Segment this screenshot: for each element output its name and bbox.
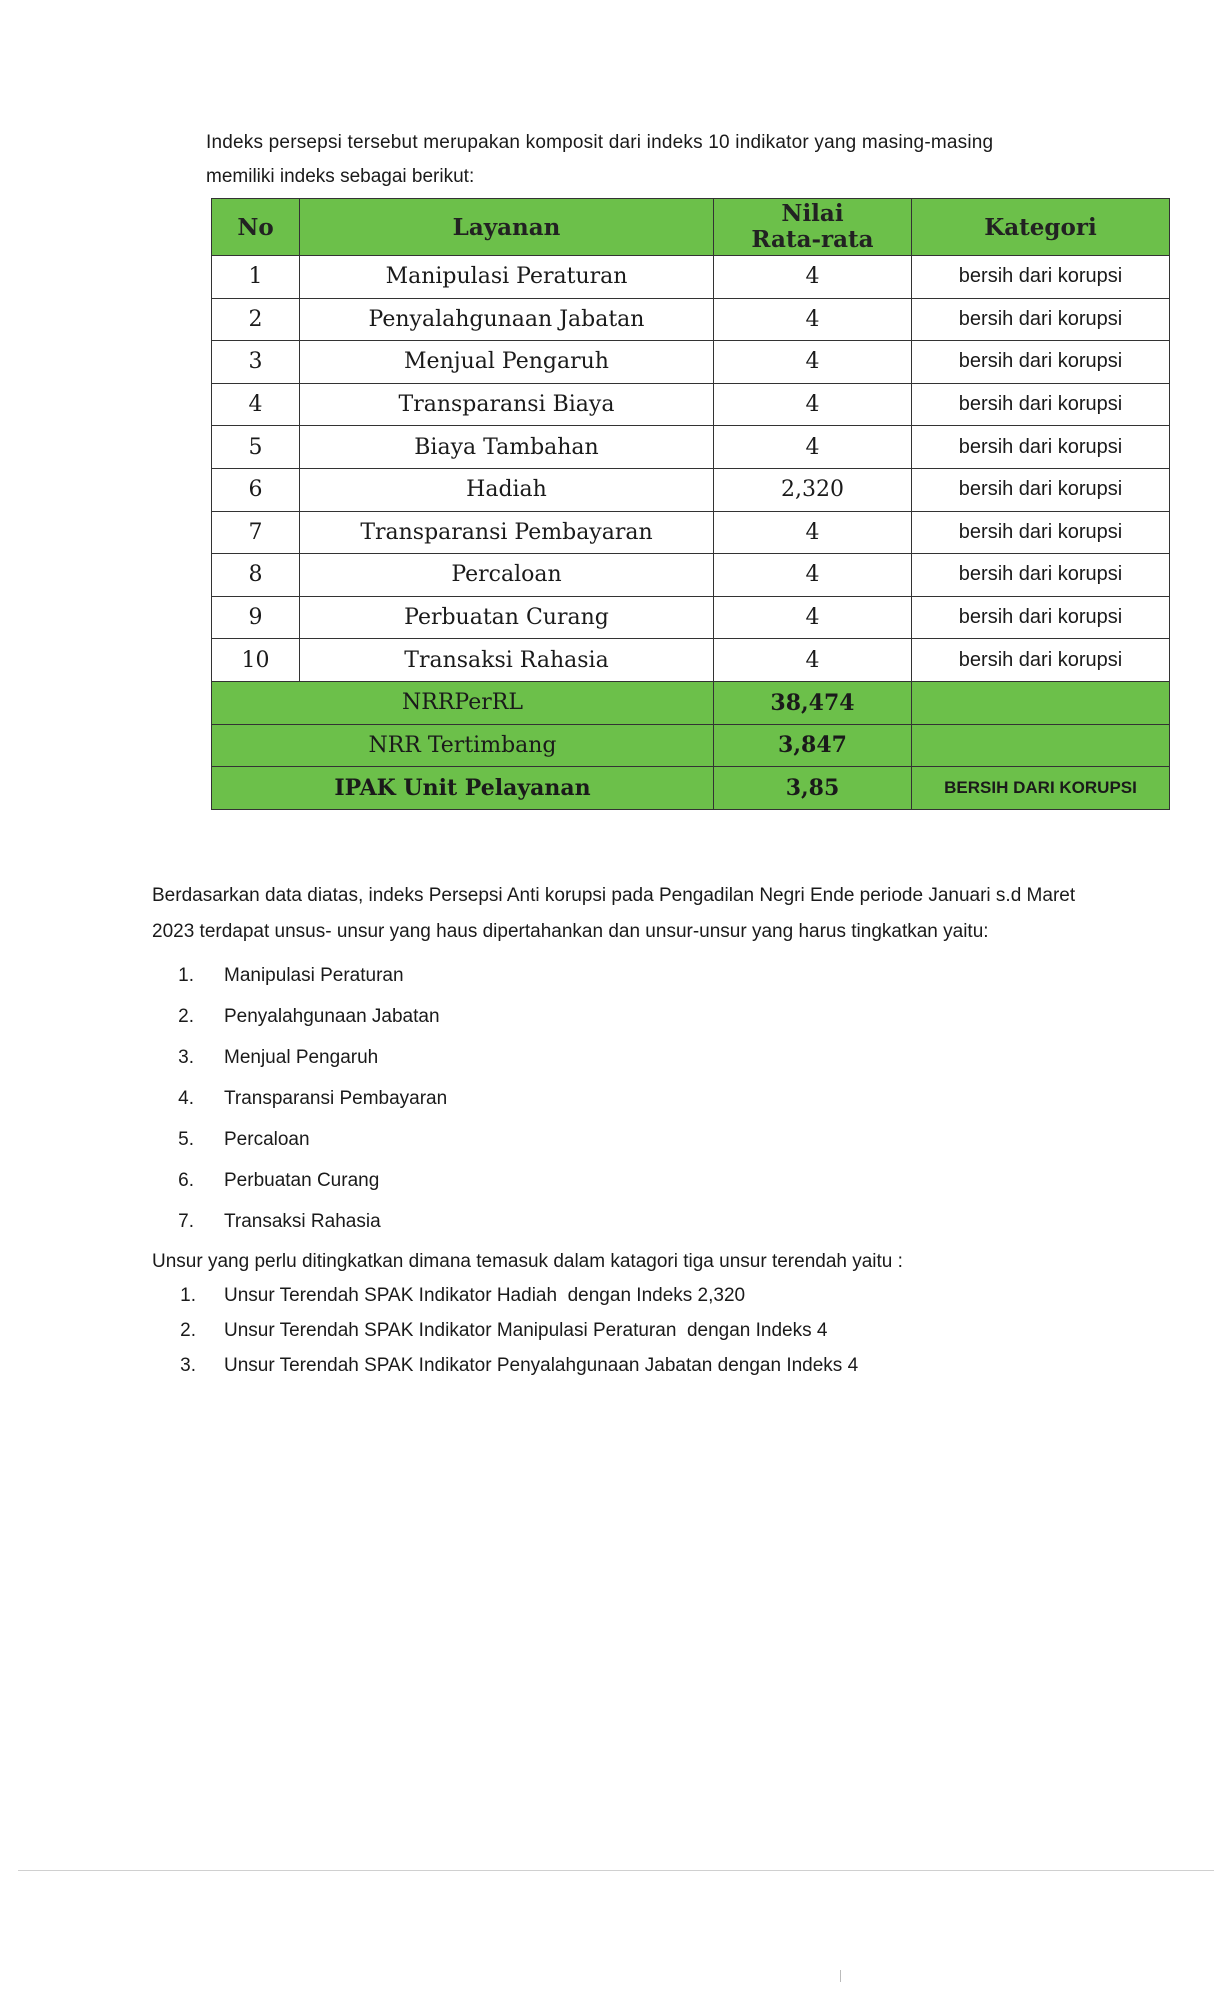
- row-nilai: 4: [714, 426, 912, 469]
- list-item: [152, 1044, 447, 1085]
- row-kategori: bersih dari korupsi: [912, 383, 1170, 426]
- row-no: 6: [212, 468, 300, 511]
- row-nilai: 4: [714, 298, 912, 341]
- summary-value: 3,85: [714, 767, 912, 810]
- summary-label: IPAK Unit Pelayanan: [212, 767, 714, 810]
- list-text: Unsur Terendah SPAK Indikator Manipulasi Peraturan dengan Indeks 4: [224, 1320, 828, 1341]
- intro-text: [206, 126, 1066, 194]
- list-text: Penyalahgunaan Jabatan: [224, 1006, 440, 1027]
- row-nilai: 4: [714, 554, 912, 597]
- analysis-line-2: 2023 terdapat unsus- unsur yang haus dipertahankan dan unsur-unsur yang harus tingkatkan yaitu:: [152, 921, 989, 942]
- row-layanan: Transparansi Biaya: [300, 383, 714, 426]
- summary-value: 3,847: [714, 724, 912, 767]
- row-kategori: bersih dari korupsi: [912, 256, 1170, 299]
- table-row: [212, 426, 1170, 469]
- list-number: 4.: [178, 1088, 194, 1109]
- intro-line-2: memiliki indeks sebagai berikut:: [206, 166, 475, 187]
- row-kategori: bersih dari korupsi: [912, 468, 1170, 511]
- list-text: Perbuatan Curang: [224, 1170, 380, 1191]
- row-no: 5: [212, 426, 300, 469]
- summary-row-ipak: [212, 767, 1170, 810]
- row-no: 8: [212, 554, 300, 597]
- table-header-row: [212, 199, 1170, 256]
- row-kategori: bersih dari korupsi: [912, 554, 1170, 597]
- table-row: [212, 298, 1170, 341]
- row-layanan: Transparansi Pembayaran: [300, 511, 714, 554]
- row-layanan: Menjual Pengaruh: [300, 341, 714, 384]
- row-layanan: Hadiah: [300, 468, 714, 511]
- table-row: [212, 511, 1170, 554]
- list-item: [152, 1003, 447, 1044]
- list-text: Menjual Pengaruh: [224, 1047, 379, 1068]
- row-kategori: bersih dari korupsi: [912, 639, 1170, 682]
- list-item: [152, 1282, 858, 1317]
- table-row: [212, 639, 1170, 682]
- list-number: 3.: [178, 1047, 194, 1068]
- row-layanan: Transaksi Rahasia: [300, 639, 714, 682]
- row-nilai: 2,320: [714, 468, 912, 511]
- improve-list: [152, 1282, 858, 1387]
- row-no: 1: [212, 256, 300, 299]
- table-row: [212, 554, 1170, 597]
- list-item: [152, 1352, 858, 1387]
- row-no: 9: [212, 596, 300, 639]
- summary-label: NRR Tertimbang: [212, 724, 714, 767]
- summary-kategori: [912, 681, 1170, 724]
- list-text: Manipulasi Peraturan: [224, 965, 404, 986]
- row-no: 7: [212, 511, 300, 554]
- list-item: [152, 1126, 447, 1167]
- maintain-list: [152, 962, 447, 1249]
- list-number: 2.: [178, 1006, 194, 1027]
- list-item: [152, 962, 447, 1003]
- header-nilai-line-1: Nilai: [781, 200, 844, 227]
- row-nilai: 4: [714, 596, 912, 639]
- intro-line-1: Indeks persepsi tersebut merupakan komposit dari indeks 10 indikator yang masing-masing: [206, 132, 994, 153]
- list-text: Transaksi Rahasia: [224, 1211, 381, 1232]
- summary-value: 38,474: [714, 681, 912, 724]
- list-text: Unsur Terendah SPAK Indikator Penyalahgunaan Jabatan dengan Indeks 4: [224, 1355, 859, 1376]
- row-layanan: Perbuatan Curang: [300, 596, 714, 639]
- list-number: 5.: [178, 1129, 194, 1150]
- row-nilai: 4: [714, 256, 912, 299]
- analysis-line-1: Berdasarkan data diatas, indeks Persepsi Anti korupsi pada Pengadilan Negri Ende periode Januari s.d Maret: [152, 885, 1076, 906]
- list-item: [152, 1317, 858, 1352]
- row-nilai: 4: [714, 511, 912, 554]
- list-text: Unsur Terendah SPAK Indikator Hadiah dengan Indeks 2,320: [224, 1285, 746, 1306]
- summary-row-nrrperrl: [212, 681, 1170, 724]
- list-number: 7.: [178, 1211, 194, 1232]
- row-kategori: bersih dari korupsi: [912, 298, 1170, 341]
- row-no: 3: [212, 341, 300, 384]
- list-item: [152, 1208, 447, 1249]
- row-kategori: bersih dari korupsi: [912, 341, 1170, 384]
- table-row: [212, 256, 1170, 299]
- row-layanan: Percaloan: [300, 554, 714, 597]
- table-row: [212, 596, 1170, 639]
- summary-kategori: BERSIH DARI KORUPSI: [912, 767, 1170, 810]
- list-number: 1.: [180, 1285, 196, 1306]
- table-row: [212, 468, 1170, 511]
- list-text: Percaloan: [224, 1129, 310, 1150]
- list-number: 2.: [180, 1320, 196, 1341]
- header-nilai: [714, 199, 912, 256]
- row-no: 4: [212, 383, 300, 426]
- row-kategori: bersih dari korupsi: [912, 596, 1170, 639]
- summary-label: NRRPerRL: [212, 681, 714, 724]
- row-no: 10: [212, 639, 300, 682]
- row-no: 2: [212, 298, 300, 341]
- header-kategori: Kategori: [912, 199, 1170, 256]
- header-nilai-line-2: Rata-rata: [751, 226, 874, 253]
- list-number: 3.: [180, 1355, 196, 1376]
- table-row: [212, 341, 1170, 384]
- scan-mark: [840, 1970, 841, 1982]
- row-nilai: 4: [714, 383, 912, 426]
- row-nilai: 4: [714, 341, 912, 384]
- list-text: Transparansi Pembayaran: [224, 1088, 448, 1109]
- summary-row-nrr-tertimbang: [212, 724, 1170, 767]
- row-kategori: bersih dari korupsi: [912, 426, 1170, 469]
- list-item: [152, 1167, 447, 1208]
- header-no: No: [212, 199, 300, 256]
- row-nilai: 4: [714, 639, 912, 682]
- analysis-paragraph: [152, 878, 1142, 950]
- index-table: [211, 198, 1170, 810]
- row-layanan: Penyalahgunaan Jabatan: [300, 298, 714, 341]
- table-row: [212, 383, 1170, 426]
- row-layanan: Manipulasi Peraturan: [300, 256, 714, 299]
- list-number: 1.: [178, 965, 194, 986]
- list-item: [152, 1085, 447, 1126]
- improve-paragraph: Unsur yang perlu ditingkatkan dimana temasuk dalam katagori tiga unsur terendah yaitu :: [152, 1251, 903, 1272]
- row-kategori: bersih dari korupsi: [912, 511, 1170, 554]
- header-layanan: Layanan: [300, 199, 714, 256]
- row-layanan: Biaya Tambahan: [300, 426, 714, 469]
- summary-kategori: [912, 724, 1170, 767]
- list-number: 6.: [178, 1170, 194, 1191]
- page-divider: [18, 1870, 1214, 1871]
